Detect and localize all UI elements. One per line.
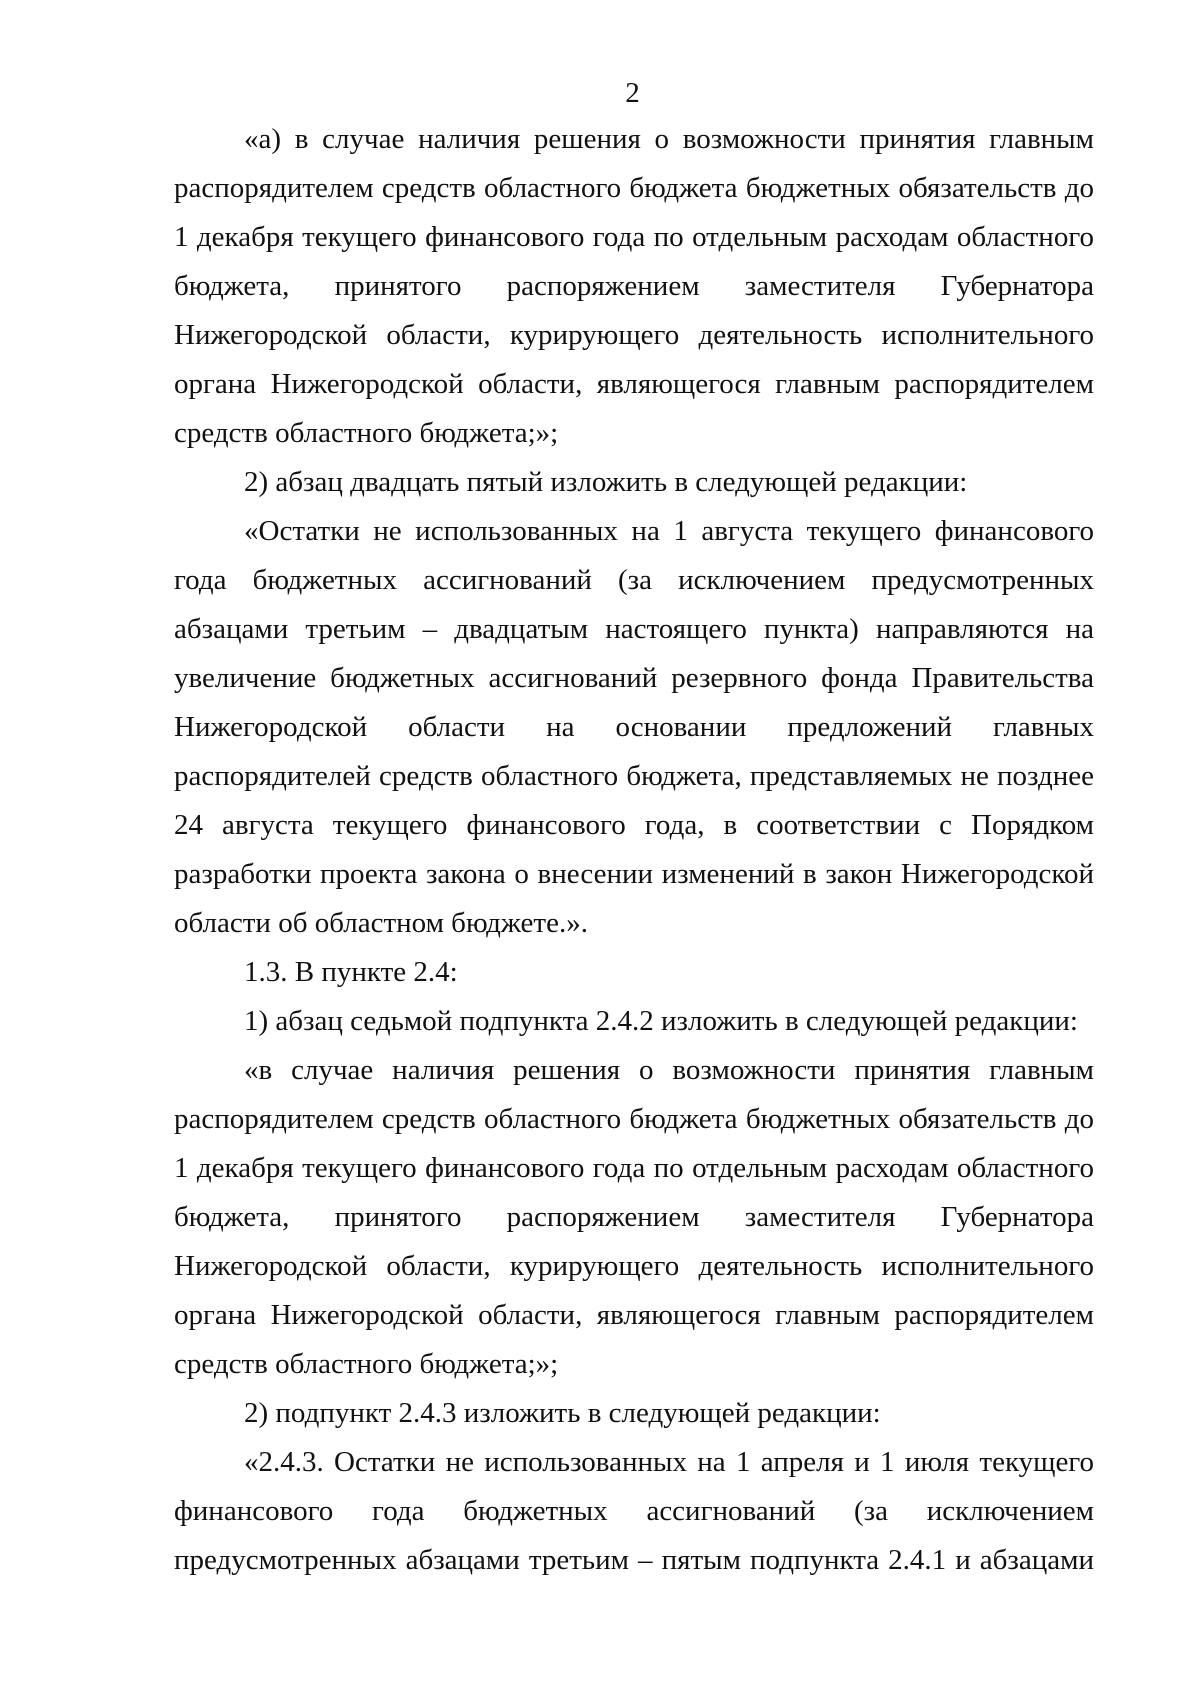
paragraph-section-1-3: 1.3. В пункте 2.4: xyxy=(244,956,458,988)
paragraph-amendment-2-4-3: 2) подпункт 2.4.3 изложить в следующей редакции: xyxy=(244,1397,881,1429)
paragraph-subitem-a: «а) в случае наличия решения о возможности принятия главным распорядителем средств областного бюджета бюджетных обязательств до 1 декабря текущего финансового года по отдельным расходам областного бюджета, принятого распоряжением заместителя Губернатора Нижегородской области, курирующего деятельность исполнительного органа Нижегородской области, являющегося главным распорядителем средств областного бюджета;»; xyxy=(174,123,1094,449)
page-number: 2 xyxy=(625,77,640,109)
paragraph-amendment-1: 1) абзац седьмой подпункта 2.4.2 изложить в следующей редакции: xyxy=(244,1005,1078,1037)
paragraph-2-4-3-text: «2.4.3. Остатки не использованных на 1 апреля и 1 июля текущего финансового года бюджетных ассигнований (за исключением предусмотренных абзацами третьим – пятым подпункта 2.4.1 и абзацами xyxy=(174,1446,1094,1576)
paragraph-remaining-funds-august: «Остатки не использованных на 1 августа текущего финансового года бюджетных ассигнований (за исключением предусмотренных абзацами третьим – двадцатым настоящего пункта) направляются на увеличение бюджетных ассигнований резервного фонда Правительства Нижегородской области на основании предложений главных распорядителей средств областного бюджета, представляемых не позднее 24 августа текущего финансового года, в соответствии с Порядком разработки проекта закона о внесении изменений в закон Нижегородской области об областном бюджете.». xyxy=(174,515,1094,939)
paragraph-amendment-2: 2) абзац двадцать пятый изложить в следующей редакции: xyxy=(244,466,968,498)
document-body xyxy=(174,115,1094,1585)
paragraph-budget-obligations: «в случае наличия решения о возможности принятия главным распорядителем средств областного бюджета бюджетных обязательств до 1 декабря текущего финансового года по отдельным расходам областного бюджета, принятого распоряжением заместителя Губернатора Нижегородской области, курирующего деятельность исполнительного органа Нижегородской области, являющегося главным распорядителем средств областного бюджета;»; xyxy=(174,1054,1094,1380)
